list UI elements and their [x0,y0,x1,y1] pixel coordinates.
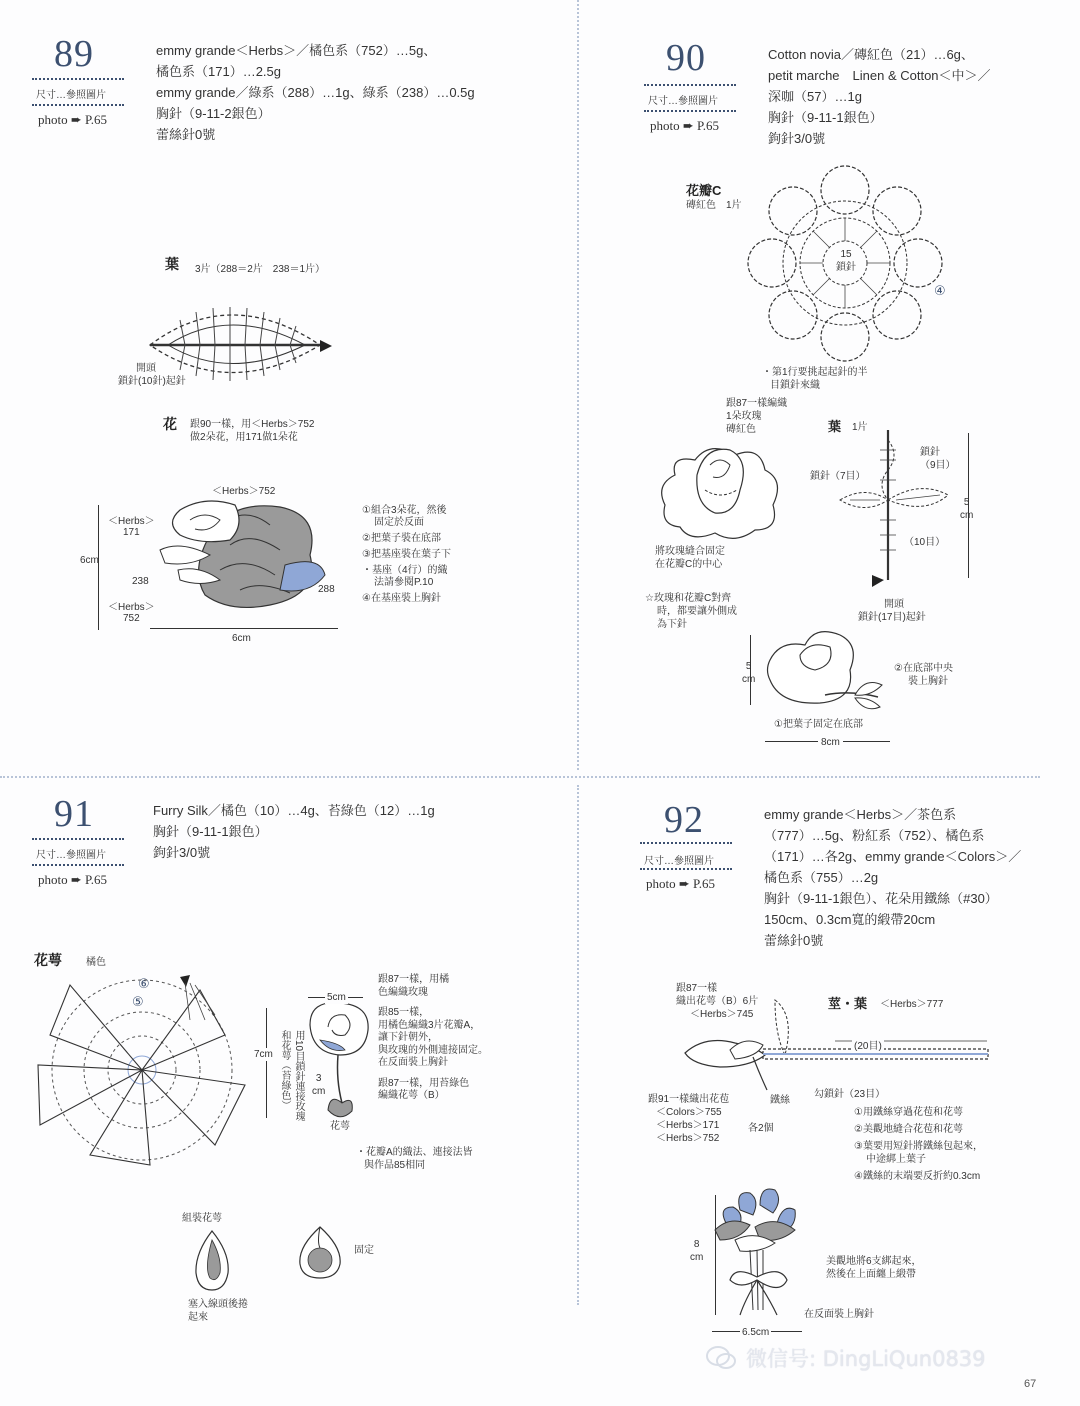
material-line: 胸針（9-11-1銀色） [153,824,268,839]
leaf-title-90: 葉 [828,419,842,434]
size-text: 尺寸…參照圖片 [648,96,718,107]
leaf-title: 葉 [165,256,179,272]
pattern-number-89: 89 [54,33,94,75]
material-line: 鉤針3/0號 [768,131,826,146]
pattern-number-90: 90 [666,37,706,79]
assemble-note: 塞入線頭後捲 起來 [188,1299,248,1323]
dotted-rule [32,838,124,840]
petal-c-title: 花瓣C [686,183,722,198]
material-line: petit marche Linen & Cotton＜中＞／ [768,68,991,83]
material-line: 鉤針3/0號 [153,845,211,860]
material-line: emmy grande＜Herbs＞／茶色系 [764,807,957,822]
material-line: （171）…各2g、emmy grande＜Colors＞／ [764,849,1022,864]
calyx-title: 花萼 [34,952,62,968]
vertical-divider-top [577,0,579,770]
vertical-note-2: 用10目鎖針連接玫瑰 [293,1030,304,1122]
size-text: 尺寸…參照圖片 [36,90,106,101]
label-5cm-b: 5 cm [742,661,756,685]
leaf-start-label: 開頭 鎖針(10針)起針 [118,363,186,387]
materials-92 [764,804,1021,951]
pattern-number-91: 91 [54,793,94,835]
calyx-label: 花萼 [330,1121,350,1132]
flower-title: 花 [163,416,177,432]
stem-sub: ＜Herbs＞777 [880,999,944,1010]
label-6cm-vertical: 6cm [80,555,99,566]
materials-89 [156,40,475,145]
material-line: emmy grande／綠系（288）…1g、綠系（238）…0.5g [156,85,475,100]
chain9-label: 鎖針 （9目） [920,447,956,471]
label-herbs752: ＜Herbs＞ 752 [108,602,155,624]
page-number: 67 [1024,1378,1037,1390]
label-288: 288 [318,584,335,595]
vertical-divider-bottom [577,785,579,1305]
wechat-icon [706,1345,736,1371]
flower-note-92: 跟91一樣織出花苞 ＜Colors＞755 ＜Herbs＞171 ＜Herbs＞752 [648,1094,730,1144]
step2-note: ②在底部中央 裝上胸針 [894,663,953,687]
vertical-note: 和花萼（苔綠色） [279,1030,290,1110]
dim-line-horizontal [150,628,338,629]
material-line: Cotton novia／磚紅色（21）…6g、 [768,47,974,62]
photo-ref: photo ➨ P.65 [646,876,716,891]
material-line: 150cm、0.3cm寬的緞帶20cm [764,912,936,927]
rose-note: 跟87一樣編織 1朵玫瑰 磚紅色 [726,398,788,435]
calyx-chart [30,975,255,1175]
material-line: 蕾絲針0號 [156,127,216,142]
dotted-rule [640,868,732,870]
calyx-sub: 橘色 [86,957,106,968]
pattern-number-92: 92 [664,799,704,841]
materials-91 [153,800,435,863]
material-line: Furry Silk／橘色（10）…4g、苔綠色（12）…1g [153,803,435,818]
label-8cm-92: 8 cm [690,1239,704,1263]
chain7-label: 鎖針（7目） [810,471,866,482]
bud-note: 跟87一樣 織出花萼（B）6片 ＜Herbs＞745 [676,983,759,1020]
bouquet-note: 美觀地將6支綁起來， 然後在上面纏上緞帶 [826,1256,922,1280]
assembly-steps-89: ①組合3朵花，然後 固定於反面 ②把葉子裝在底部 ③把基座裝在葉子下 ・基座（4行）的織 法請參閱P.10 ④在基座裝上胸針 [362,505,451,604]
label-238: 238 [132,576,149,587]
label-7cm: 7cm [254,1049,273,1060]
fix-label: 固定 [354,1245,374,1256]
material-line: 橘色系（755）…2g [764,870,879,885]
center-chain-label: 15 鎖針 [836,249,856,273]
material-line: （777）…5g、粉紅系（752）、橘色系 [764,828,985,843]
material-line: 胸針（9-11-2銀色） [156,106,271,121]
photo-ref: photo ➨ P.65 [650,118,720,133]
chain20-label: (20目) [854,1041,882,1052]
dotted-rule [32,864,124,866]
label-herbs171: ＜Herbs＞ 171 [108,516,155,538]
attach-note: 將玫瑰縫合固定 在花瓣C的中心 [655,546,725,570]
chain10-label: （10目） [904,537,946,548]
row-mark-6: ⑥ [138,976,150,991]
align-note: ☆玫瑰和花瓣C對齊 時，都要讓外側成 為下針 [645,593,737,630]
label-8cm: 8cm [818,736,843,749]
brooch-note: 在反面裝上胸針 [804,1309,874,1320]
notes-91: 跟87一樣，用橘 色編織玫瑰 跟85一樣， 用橘色編織3片花瓣A， 讓下針朝外， 與玫瑰的外側連接固定。 在反面裝上胸針 跟87一樣，用苔綠色 編織花萼（B） [378,974,488,1101]
flower-note: 跟90一樣，用＜Herbs＞752 做2朵花，用171做1朵花 [190,419,315,443]
row-mark-5: ⑤ [132,994,144,1009]
material-line: 橘色系（171）…2.5g [156,64,281,79]
label-65cm: 6.5cm [742,1327,770,1338]
dotted-rule [32,104,124,106]
assemble-step1-illustration [190,1228,235,1293]
wire-label: 鐵絲 [770,1095,790,1106]
flower-illustration-89 [150,495,340,615]
label-5cm: 5 cm [960,497,974,521]
material-line: 蕾絲針0號 [764,933,824,948]
label-herbs752-top: ＜Herbs＞752 [212,486,276,497]
dotted-rule [644,84,736,86]
photo-ref: photo ➨ P.65 [38,872,108,887]
watermark: 微信号: DingLiQun0839 [746,1347,986,1371]
stem-title: 莖・葉 [828,996,868,1011]
row-mark-4: ④ [934,283,946,298]
dotted-rule [640,842,732,844]
label-5cm-91: 5cm [327,992,346,1003]
leaf-note: 3片（288＝2片 238＝1片） [195,264,326,275]
dotted-rule [644,110,736,112]
row1-note: ・第1行要挑起起針的半 目鎖針來織 [762,367,868,391]
leaf-sub-90: 1片 [852,422,868,433]
finished-rose-illustration [760,625,890,720]
rose-with-calyx-illustration [300,995,380,1135]
materials-90 [768,44,991,149]
material-line: emmy grande＜Herbs＞／橘色系（752）…5g、 [156,43,437,58]
size-text: 尺寸…參照圖片 [644,856,714,867]
assemble-title: 組裝花萼 [182,1213,222,1224]
horizontal-divider [0,776,1040,778]
dim-line-7cm [266,1008,267,1118]
material-line: 胸針（9-11-1銀色）、花朵用鐵絲（#30） [764,891,998,906]
dotted-rule [32,78,124,80]
size-text: 尺寸…參照圖片 [36,850,106,861]
material-line: 深咖（57）…1g [768,89,862,104]
rose-on-petal-illustration [655,435,785,545]
material-line: 胸針（9-11-1銀色） [768,110,883,125]
leaf-start-90: 開頭 鎖針(17目)起針 [858,599,926,623]
photo-ref: photo ➨ P.65 [38,112,108,127]
step1-note: ①把葉子固定在底部 [774,719,863,730]
assemble-step2-illustration [292,1222,347,1282]
dim-line-vertical [98,505,99,630]
each2-label: 各2個 [748,1123,774,1134]
label-6cm-horizontal: 6cm [232,633,251,644]
bouquet-illustration [705,1185,815,1325]
petal-note-91: ・花瓣A的織法、連接法皆 與作品85相同 [356,1147,473,1171]
steps-92: ①用鐵絲穿過花苞和花萼 ②美觀地縫合花苞和花萼 ③葉要用短針將鐵絲包起來， 中途綁上葉子 ④鐵絲的末端要反折約0.3cm [854,1107,983,1182]
petal-c-sub: 磚紅色 1片 [686,200,742,211]
dim-line-8cm-92 [715,1195,716,1315]
chain23-label: 勾鎖針（23目） [814,1089,886,1100]
label-3cm: 3 cm [312,1073,326,1097]
